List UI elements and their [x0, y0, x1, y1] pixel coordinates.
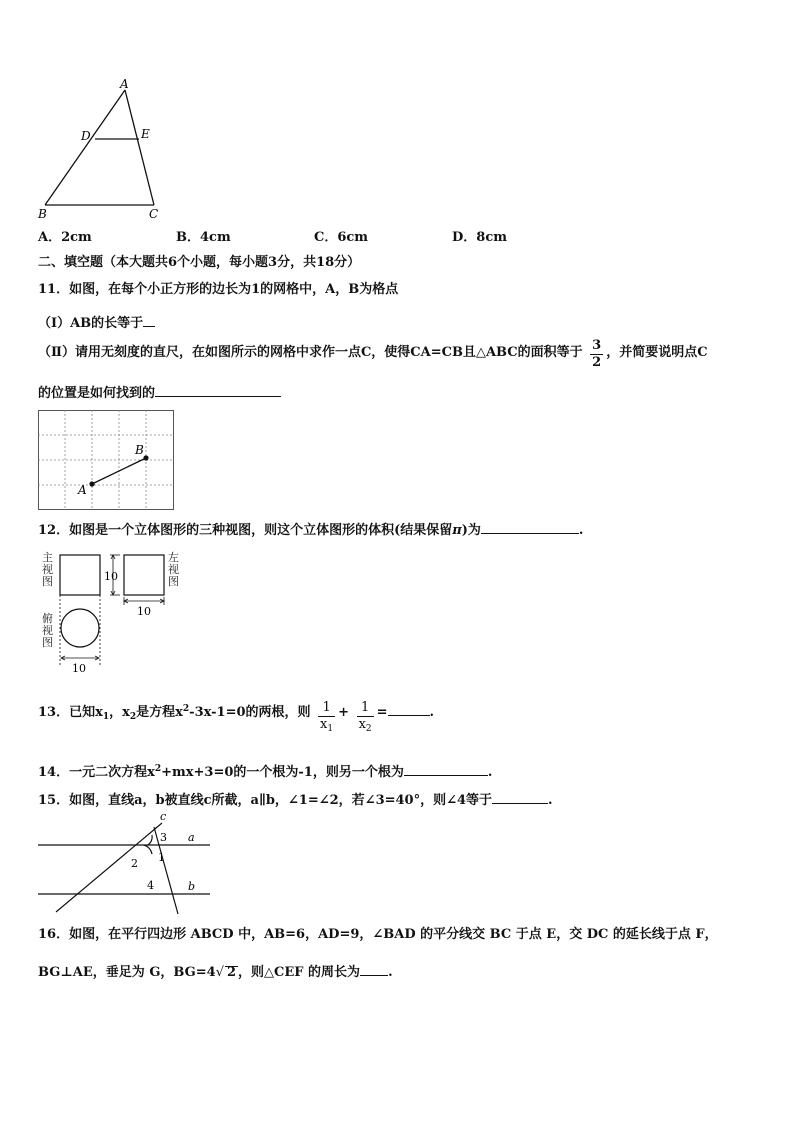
q11-part2-tail: ，并简要说明点C: [606, 345, 708, 360]
label-front-2: 视: [42, 563, 53, 576]
q11-part2-line2: [38, 383, 281, 403]
sqrt-symbol: √: [215, 965, 224, 980]
q13-stem: [38, 700, 434, 737]
q13-frac1-sub: 1: [327, 724, 334, 734]
q15-answer-blank[interactable]: [492, 790, 548, 804]
q11-part2-text: （Ⅱ）请用无刻度的直尺，在如图所示的网格中求作一点C，使得CA=CB且△ABC的面积等于: [38, 345, 583, 360]
q13-frac2-x: x: [358, 717, 366, 732]
choice-c: C．6cm: [314, 230, 369, 245]
q15-stem: [38, 790, 553, 810]
q13-end: .: [429, 705, 435, 720]
fraction-three-halves: [590, 338, 603, 371]
q13-text-4: -3x-1=0的两根，则: [189, 705, 311, 720]
q12-text-a: 12．如图是一个立体图形的三种视图，则这个立体图形的体积(结果保留: [38, 523, 453, 538]
vertex-d: D: [81, 129, 91, 143]
q16-text-2: ，则△CEF 的周长为: [238, 965, 361, 980]
q16-line2: [38, 962, 393, 982]
label-left-1: 左: [168, 551, 179, 564]
label-b: B: [135, 443, 144, 457]
q13-text-1: 13．已知x: [38, 705, 103, 720]
line-a-label: a: [188, 831, 195, 844]
q15-end: .: [548, 793, 553, 808]
q16-answer-blank[interactable]: [360, 962, 388, 976]
angle-2-label: 2: [131, 857, 138, 870]
q11-part2: [38, 338, 708, 371]
line-b-label: b: [188, 880, 196, 893]
q14-end: .: [487, 765, 493, 780]
q11-part1-text: （Ⅰ）AB的长等于: [38, 316, 144, 331]
sqrt-radicand: 2: [227, 965, 237, 980]
q12-answer-blank[interactable]: [481, 520, 579, 534]
q11-part1: [38, 313, 155, 333]
q11-answer-blank-1[interactable]: [143, 313, 155, 327]
angle-3-label: 3: [160, 831, 167, 844]
line-c-label: c: [160, 810, 167, 823]
q11-part2c-text: 的位置是如何找到的: [38, 386, 156, 401]
label-front-3: 图: [42, 575, 53, 588]
q12-end: .: [578, 523, 584, 538]
vertex-c: C: [149, 207, 159, 221]
q14-text-1: 14．一元二次方程x: [38, 765, 155, 780]
q11-stem: 11．如图，在每个小正方形的边长为1的网格中，A，B为格点: [38, 282, 399, 297]
vertex-e: E: [141, 127, 150, 141]
label-top-3: 图: [42, 636, 53, 649]
label-a: A: [78, 483, 87, 497]
q13-frac2-den: [357, 717, 374, 737]
section-title: 二、填空题（本大题共6个小题，每小题3分，共18分）: [38, 255, 361, 270]
pi-symbol: π: [452, 523, 462, 538]
angle-1-label: 1: [158, 851, 165, 864]
q14-stem: [38, 760, 492, 782]
q11-answer-blank-2[interactable]: [155, 383, 281, 397]
choice-b: B．4cm: [176, 230, 231, 245]
triangle-figure: [34, 76, 174, 224]
vertex-a: A: [120, 77, 129, 91]
q13-frac1-den: [318, 717, 335, 737]
q14-answer-blank[interactable]: [404, 762, 488, 776]
point-a: [89, 481, 94, 486]
point-b: [143, 455, 148, 460]
label-front-1: 主: [42, 551, 53, 564]
three-views-figure: [40, 550, 190, 678]
frac-num: 3: [592, 338, 602, 353]
choice-d: D．8cm: [452, 230, 507, 245]
q13-frac2-num: 1: [357, 700, 374, 717]
dim-width: 10: [137, 605, 151, 618]
parallel-lines-figure: [36, 810, 216, 916]
grid-figure: [38, 410, 174, 510]
dim-diameter: 10: [72, 662, 86, 675]
label-top-2: 视: [42, 624, 53, 637]
q13-frac2-sub: 2: [365, 724, 372, 734]
dim-height: 10: [104, 570, 118, 583]
q13-frac-1: [318, 700, 335, 737]
choice-a: A．2cm: [38, 230, 92, 245]
q16-text-1: BG⊥AE，垂足为 G，BG=4: [38, 965, 216, 980]
q13-sub-1: 1: [102, 712, 110, 722]
q13-answer-blank[interactable]: [388, 702, 430, 716]
q14-text-2: +mx+3=0的一个根为-1，则另一个根为: [161, 765, 404, 780]
q16-end: .: [388, 965, 393, 980]
label-left-3: 图: [168, 575, 179, 588]
label-top-1: 俯: [42, 612, 53, 625]
q13-plus: +: [338, 705, 350, 720]
frac-den: 2: [592, 355, 602, 370]
q15-text: 15．如图，直线a，b被直线c所截，a∥b，∠1=∠2，若∠3=40°，则∠4等于: [38, 793, 493, 808]
q13-frac1-num: 1: [318, 700, 335, 717]
q13-sub-2: 2: [129, 712, 137, 722]
angle-4-label: 4: [147, 879, 154, 892]
q12-stem: [38, 520, 583, 540]
label-left-2: 视: [168, 563, 179, 576]
vertex-b: B: [38, 207, 47, 221]
q14-sup: 2: [154, 764, 162, 774]
q12-text-b: )为: [461, 523, 481, 538]
q16-line1: 16．如图，在平行四边形 ABCD 中，AB=6，AD=9，∠BAD 的平分线交 BC 于点 E，交 DC 的延长线于点 F，: [38, 927, 718, 942]
q13-sup: 2: [182, 704, 190, 714]
q13-frac1-x: x: [320, 717, 328, 732]
q13-frac-2: [357, 700, 374, 737]
q13-text-2: ，x: [109, 705, 130, 720]
q13-equals: =: [376, 705, 388, 720]
q13-text-3: 是方程x: [136, 705, 183, 720]
